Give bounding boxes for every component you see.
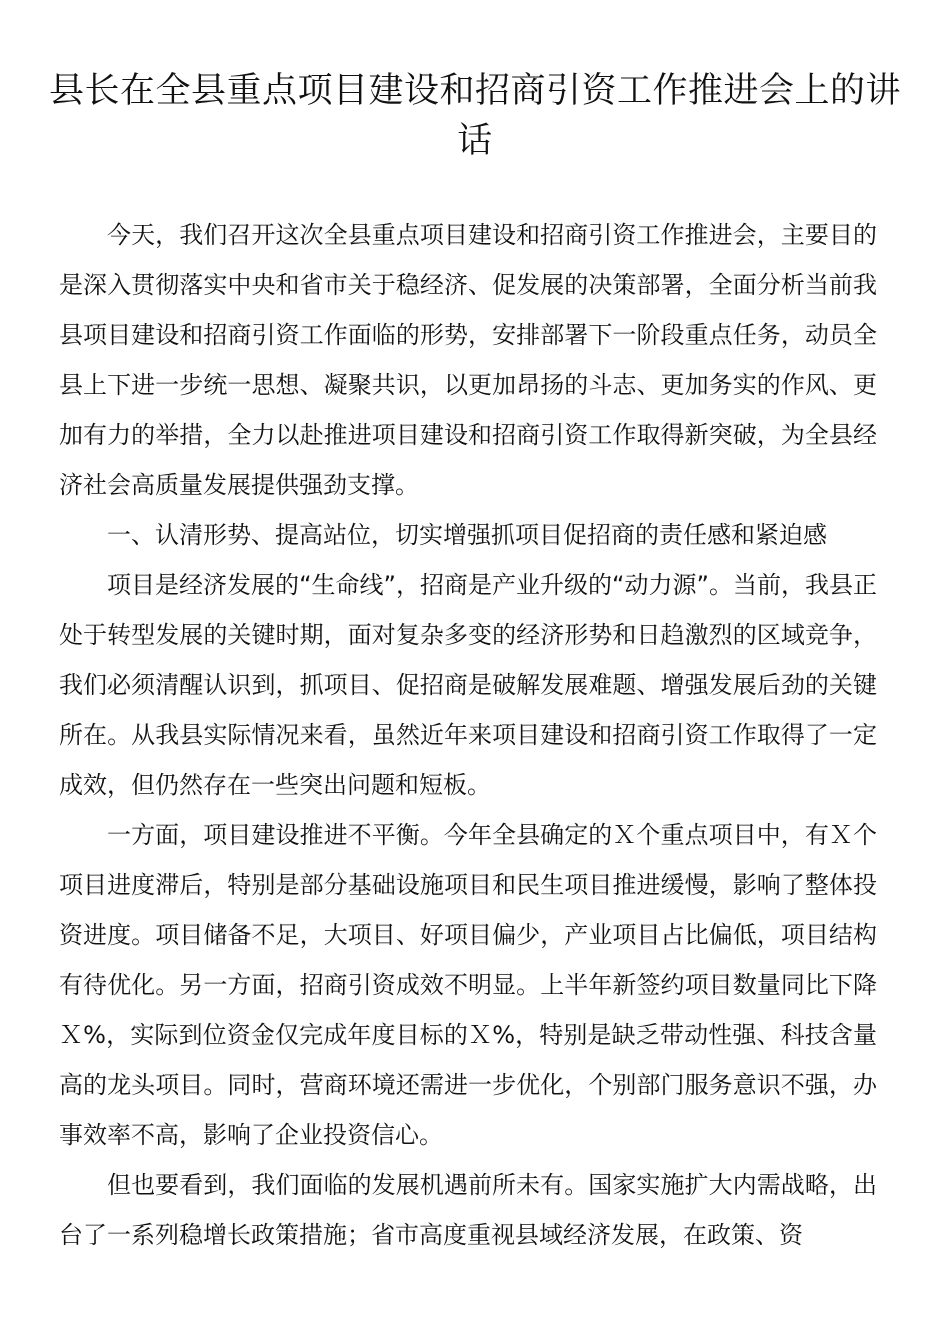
document-body <box>59 210 877 1260</box>
paragraph-problems: 一方面，项目建设推进不平衡。今年全县确定的Ｘ个重点项目中，有Ｘ个项目进度滞后，特别是部分基础设施项目和民生项目推进缓慢，影响了整体投资进度。项目储备不足，大项目、好项目偏少，产业项目占比偏低，项目结构有待优化。另一方面，招商引资成效不明显。上半年新签约项目数量同比下降Ｘ%，实际到位资金仅完成年度目标的Ｘ%，特别是缺乏带动性强、科技含量高的龙头项目。同时，营商环境还需进一步优化，个别部门服务意识不强，办事效率不高，影响了企业投资信心。 <box>59 821 877 1149</box>
document-title: 县长在全县重点项目建设和招商引资工作推进会上的讲话 <box>48 71 901 161</box>
paragraph-opportunities: 但也要看到，我们面临的发展机遇前所未有。国家实施扩大内需战略，出台了一系列稳增长政策措施；省市高度重视县域经济发展，在政策、资 <box>59 1171 877 1249</box>
section-heading-1: 一、认清形势、提高站位，切实增强抓项目促招商的责任感和紧迫感 <box>107 521 827 549</box>
paragraph-situation: 项目是经济发展的“生命线”，招商是产业升级的“动力源”。当前，我县正处于转型发展的关键时期，面对复杂多变的经济形势和日趋激烈的区域竞争，我们必须清醒认识到，抓项目、促招商是破解发展难题、增强发展后劲的关键所在。从我县实际情况来看，虽然近年来项目建设和招商引资工作取得了一定成效，但仍然存在一些突出问题和短板。 <box>59 571 877 799</box>
paragraph-opening: 今天，我们召开这次全县重点项目建设和招商引资工作推进会，主要目的是深入贯彻落实中央和省市关于稳经济、促发展的决策部署，全面分析当前我县项目建设和招商引资工作面临的形势，安排部署下一阶段重点任务，动员全县上下进一步统一思想、凝聚共识，以更加昂扬的斗志、更加务实的作风、更加有力的举措，全力以赴推进项目建设和招商引资工作取得新突破，为全县经济社会高质量发展提供强劲支撑。 <box>59 221 877 499</box>
